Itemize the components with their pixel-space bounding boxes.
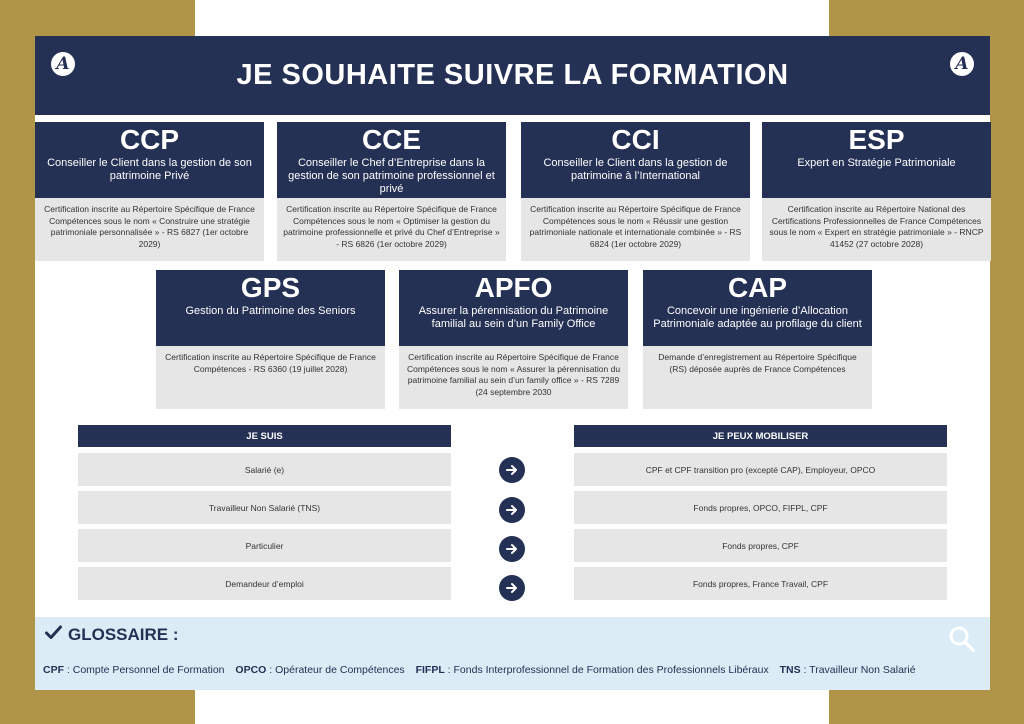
cert-card-cap[interactable] (643, 270, 872, 409)
magnifier-icon (948, 625, 976, 658)
cert-title: Conseiller le Client dans la gestion de patrimoine à l’International (543, 157, 728, 182)
cert-header (399, 270, 628, 346)
status-cell: Salarié (e) (78, 453, 451, 486)
cert-code: CAP (727, 272, 788, 303)
glossary-title-text: GLOSSAIRE : (68, 625, 179, 644)
glossary-panel (35, 617, 990, 690)
arrow-right-icon (499, 497, 525, 523)
cert-title: Assurer la pérennisation du Patrimoine familial au sein d’un Family Office (418, 305, 609, 330)
cert-card-cce[interactable] (277, 122, 506, 261)
cert-title: Conseiller le Client dans la gestion de son patrimoine Privé (47, 157, 252, 182)
cert-card-esp[interactable] (762, 122, 991, 261)
cert-header (156, 270, 385, 346)
cert-code: CCE (361, 124, 422, 155)
brand-logo-icon: A (51, 52, 75, 76)
funding-cell: Fonds propres, OPCO, FIFPL, CPF (574, 491, 947, 524)
cert-card-apfo[interactable] (399, 270, 628, 409)
cert-description: Demande d’enregistrement au Répertoire Spécifique (RS) déposée auprès de France Compétences (643, 346, 872, 409)
status-cell: Demandeur d’emploi (78, 567, 451, 600)
glossary-term: CPF (43, 664, 64, 676)
cert-description: Certification inscrite au Répertoire Spécifique de France Compétences sous le nom « Optimiser la gestion du patrimoine professionnelle et privé du Chef d’Entreprise » - RS 6826 (1er octobre 2029) (277, 198, 506, 261)
cert-title: Expert en Stratégie Patrimoniale (797, 157, 956, 169)
cert-code: ESP (848, 124, 905, 155)
funding-cell: Fonds propres, CPF (574, 529, 947, 562)
je-peux-mobiliser-header: JE PEUX MOBILISER (574, 425, 947, 447)
brand-logo-icon: A (950, 52, 974, 76)
je-suis-header: JE SUIS (78, 425, 451, 447)
funding-cell: CPF et CPF transition pro (excepté CAP), Employeur, OPCO (574, 453, 947, 486)
cert-card-ccp[interactable] (35, 122, 264, 261)
glossary-term: TNS (779, 664, 801, 676)
check-icon (45, 625, 62, 645)
page-header (35, 36, 990, 115)
cert-code: APFO (474, 272, 553, 303)
glossary-term: FIFPL (415, 664, 445, 676)
glossary-definition: : Compte Personnel de Formation (64, 664, 225, 676)
glossary-entries (43, 664, 916, 676)
status-cell: Travailleur Non Salarié (TNS) (78, 491, 451, 524)
cert-description: Certification inscrite au Répertoire Spécifique de France Compétences - RS 6360 (19 juillet 2028) (156, 346, 385, 409)
status-cell: Particulier (78, 529, 451, 562)
cert-description: Certification inscrite au Répertoire National des Certifications Professionnelles de France Compétences sous le nom « Expert en stratégie patrimoniale » - RNCP 41452 (27 octobre 2028) (762, 198, 991, 261)
cert-title: Concevoir une ingénierie d’Allocation Patrimoniale adaptée au profilage du client (653, 305, 862, 330)
cert-description: Certification inscrite au Répertoire Spécifique de France Compétences sous le nom « Réussir une gestion patrimoniale nationale et internationale combinée » - RS 6824 (1er octobre 2029) (521, 198, 750, 261)
cert-title: Conseiller le Chef d’Entreprise dans la gestion de son patrimoine professionnel et privé (288, 157, 495, 195)
cert-header (762, 122, 991, 198)
arrow-right-icon (499, 536, 525, 562)
cert-code: GPS (240, 272, 301, 303)
glossary-definition: : Travailleur Non Salarié (800, 664, 916, 676)
glossary-term: OPCO (235, 664, 267, 676)
cert-card-cci[interactable] (521, 122, 750, 261)
arrow-right-icon (499, 575, 525, 601)
cert-header (643, 270, 872, 346)
cert-title: Gestion du Patrimoine des Seniors (185, 305, 356, 317)
cert-card-gps[interactable] (156, 270, 385, 409)
formation-card (35, 36, 990, 690)
cert-code: CCI (611, 124, 660, 155)
cert-header (521, 122, 750, 198)
glossary-title (45, 625, 179, 645)
cert-description: Certification inscrite au Répertoire Spécifique de France Compétences sous le nom « Assurer la pérennisation du patrimoine familial au sein d’un family office » - RS 7289 (24 septembre 2030 (399, 346, 628, 409)
cert-header (35, 122, 264, 198)
arrow-right-icon (499, 457, 525, 483)
page-title: JE SOUHAITE SUIVRE LA FORMATION (236, 59, 789, 91)
cert-description: Certification inscrite au Répertoire Spécifique de France Compétences sous le nom « Construire une stratégie patrimoniale personnalisée » - RS 6827 (1er octobre 2029) (35, 198, 264, 261)
cert-code: CCP (119, 124, 180, 155)
funding-cell: Fonds propres, France Travail, CPF (574, 567, 947, 600)
glossary-definition: : Opérateur de Compétences (266, 664, 405, 676)
glossary-definition: : Fonds Interprofessionnel de Formation des Professionnels Libéraux (444, 664, 769, 676)
cert-header (277, 122, 506, 198)
